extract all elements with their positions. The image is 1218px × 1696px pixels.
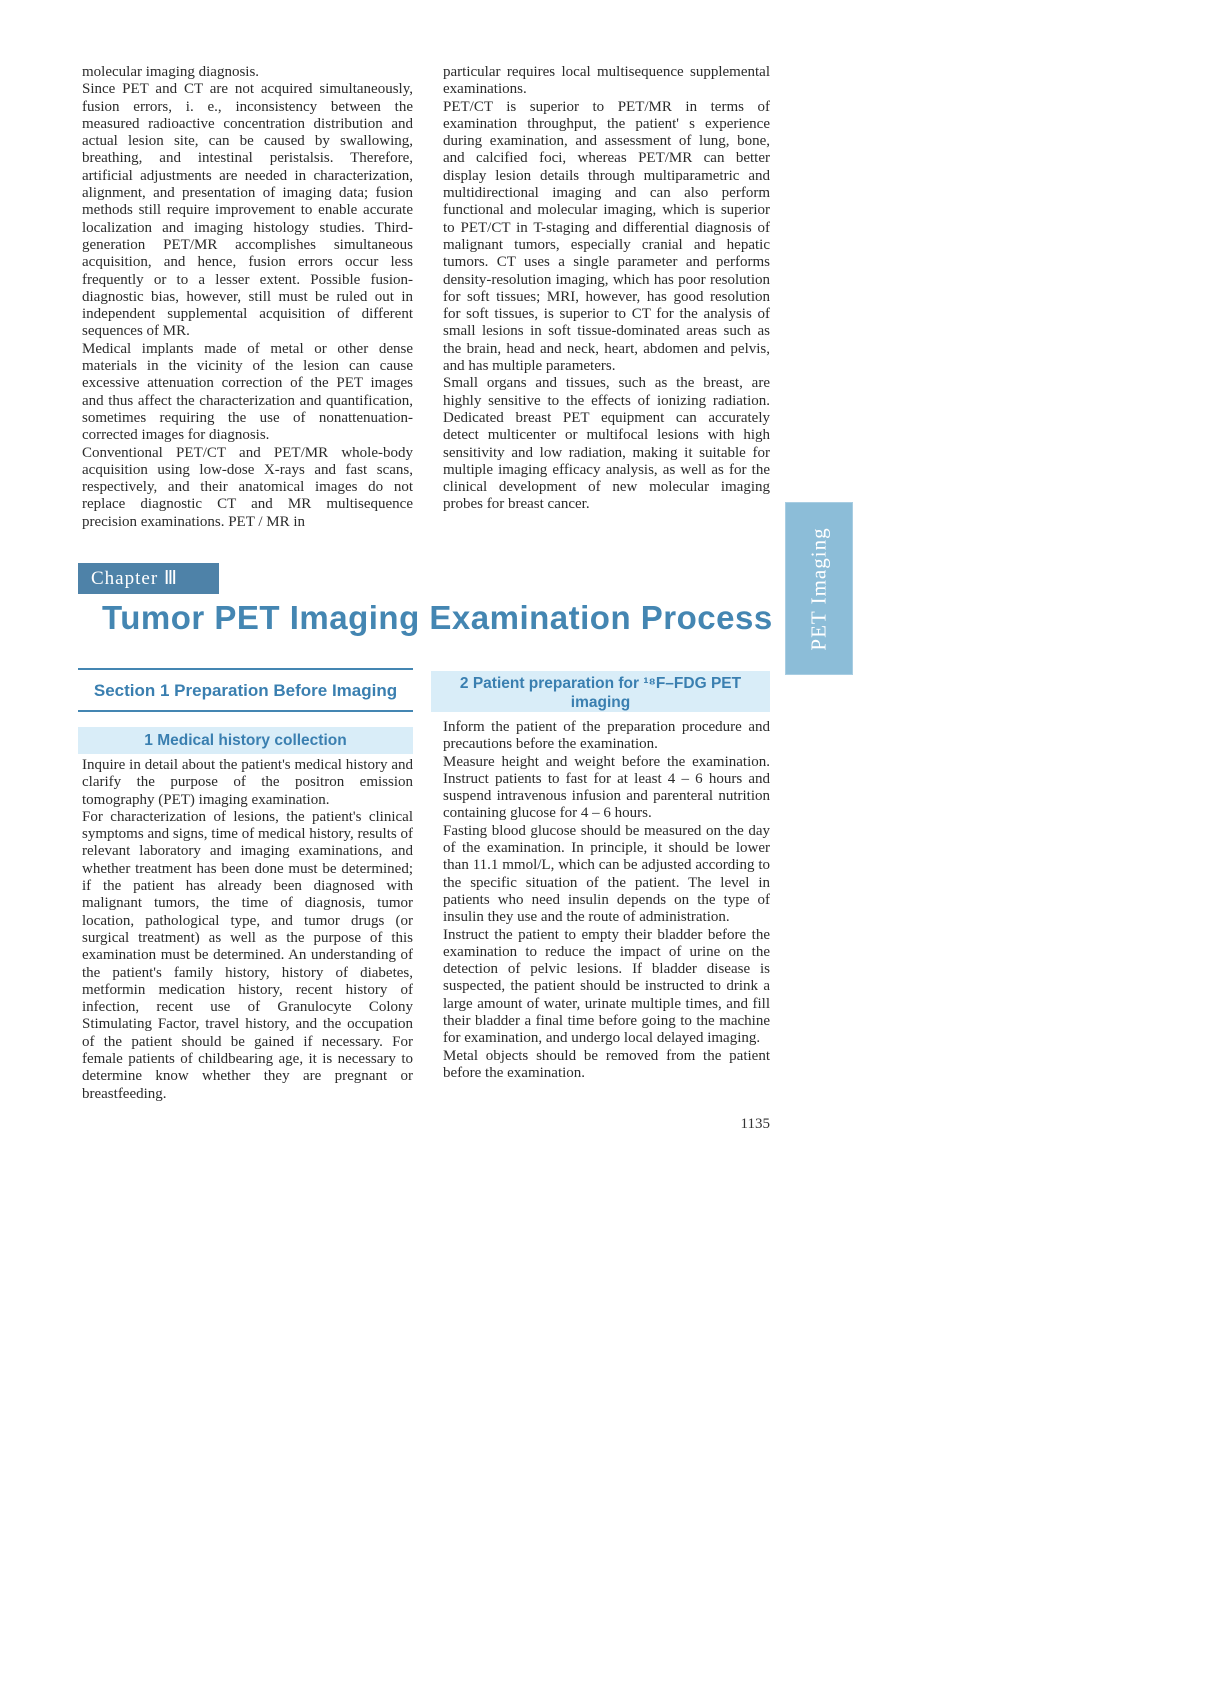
subsection-2-heading: 2 Patient preparation for ¹⁸F–FDG PET imaging	[431, 671, 770, 712]
side-tab-label: PET Imaging	[806, 526, 831, 651]
paragraph: Medical implants made of metal or other dense materials in the vicinity of the lesion can cause excessive attenuation correction of the PET images and thus affect the characterization and quantification, sometimes requiring the use of nonattenuation-corrected images for diagnosis.	[82, 340, 413, 444]
top-right-column	[443, 64, 770, 514]
chapter-title: Tumor PET Imaging Examination Process	[102, 599, 773, 636]
chapter-label: Chapter Ⅲ	[91, 568, 178, 589]
paragraph: Since PET and CT are not acquired simultaneously, fusion errors, i. e., inconsistency between the measured radioactive concentration distribution and actual lesion site, can be caused by swallowing, breathing, and intestinal peristalsis. Therefore, artificial adjustments are needed in characterization, alignment, and presentation of imaging data; fusion methods still require improvement to enable accurate localization and imaging histology studies. Third-generation PET/MR accomplishes simultaneous acquisition, and hence, fusion errors occur less frequently or to a lesser extent. Possible fusion-diagnostic bias, however, still must be ruled out in independent supplemental acquisition of different sequences of MR.	[82, 81, 413, 340]
paragraph: Metal objects should be removed from the patient before the examination.	[443, 1047, 770, 1081]
paragraph: particular requires local multisequence supplemental examinations.	[443, 64, 770, 98]
subsection-1-heading: 1 Medical history collection	[78, 727, 413, 754]
paragraph: Instruct the patient to empty their bladder before the examination to reduce the impact of urine on the detection of pelvic lesions. If bladder disease is suspected, the patient should be instructed to drink a large amount of water, urinate multiple times, and fill their bladder a final time before going to the machine for examination, and undergo local delayed imaging.	[443, 926, 770, 1047]
side-tab-pet-imaging	[785, 502, 853, 675]
paragraph: Conventional PET/CT and PET/MR whole-body acquisition using low-dose X-rays and fast scans, respectively, and their anatomical images do not replace diagnostic CT and MR multisequence precision examinations. PET / MR in	[82, 444, 413, 530]
top-left-column	[82, 64, 413, 531]
paragraph: molecular imaging diagnosis.	[82, 64, 260, 80]
subsection-1-body	[82, 757, 413, 1103]
paragraph: Fasting blood glucose should be measured on the day of the examination. In principle, it should be lower than 11.1 mmol/L, which can be adjusted according to the specific situation of the patient. The level in patients who need insulin depends on the type of insulin they use and the route of administration.	[443, 822, 770, 926]
paragraph: Measure height and weight before the examination. Instruct patients to fast for at least 4 – 6 hours and suspend intravenous infusion and parenteral nutrition containing glucose for 4 – 6 hours.	[443, 753, 770, 822]
subsection-2-body	[443, 719, 770, 1082]
paragraph: PET/CT is superior to PET/MR in terms of examination throughput, the patient' s experience during examination, and assessment of lung, bone, and calcified foci, whereas PET/MR can better display lesion details through multiparametric and multidirectional imaging and can also perform functional and molecular imaging, which is superior to PET/CT in T-staging and differential diagnosis of malignant tumors, especially cranial and hepatic tumors. CT uses a single parameter and performs density-resolution imaging, which has poor resolution for soft tissues; MRI, however, has good resolution for soft tissues, is superior to CT for the analysis of small lesions in soft tissue-dominated areas such as the brain, head and neck, heart, abdomen and pelvis, and has multiple parameters.	[443, 98, 770, 375]
paragraph: Inform the patient of the preparation procedure and precautions before the examination.	[443, 719, 770, 753]
chapter-banner	[78, 563, 219, 594]
paragraph: Small organs and tissues, such as the breast, are highly sensitive to the effects of ionizing radiation. Dedicated breast PET equipment can accurately detect multicenter or multifocal lesions with high sensitivity and low radiation, making it suitable for multiple imaging efficacy analysis, as well as for the clinical development of new molecular imaging probes for breast cancer.	[443, 375, 770, 513]
page-number: 1135	[740, 1116, 770, 1132]
paragraph: For characterization of lesions, the patient's clinical symptoms and signs, time of medical history, results of relevant laboratory and imaging examinations, and whether treatment has been done must be determined; if the patient has already been diagnosed with malignant tumors, the time of diagnosis, tumor location, pathological type, and tumor drugs (or surgical treatment) as well as the purpose of this examination must be determined. An understanding of the patient's family history, history of diabetes, metformin medication history, recent history of infection, recent use of Granulocyte Colony Stimulating Factor, travel history, and the occupation of the patient should be gained if necessary. For female patients of childbearing age, it is necessary to determine know whether they are pregnant or breastfeeding.	[82, 808, 413, 1102]
paragraph: Inquire in detail about the patient's medical history and clarify the purpose of the positron emission tomography (PET) imaging examination.	[82, 757, 413, 808]
section-1-heading: Section 1 Preparation Before Imaging	[78, 668, 413, 712]
